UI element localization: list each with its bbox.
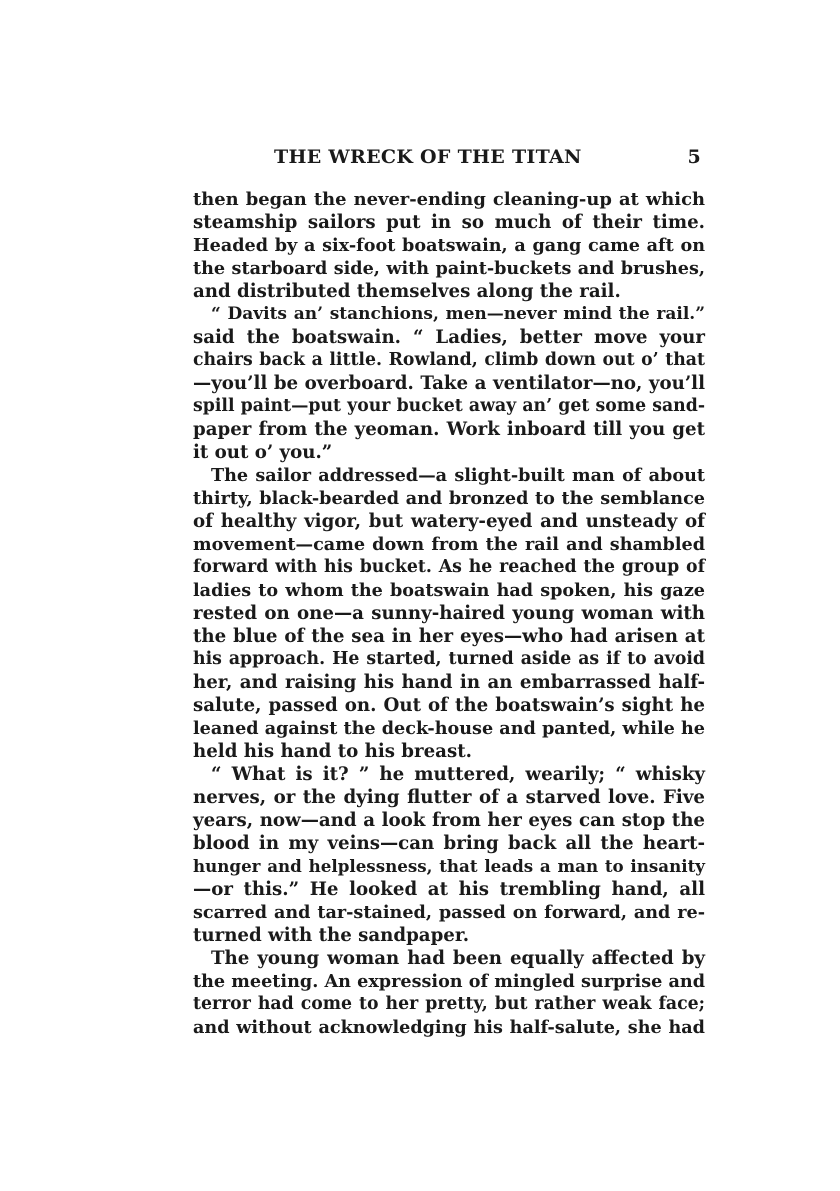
- text-line: —or this.” He looked at his trembling hand, all: [193, 879, 705, 900]
- text-line: terror had come to her pretty, but rather weak face;: [193, 994, 705, 1014]
- body-text: [193, 188, 705, 1039]
- text-line: the meeting. An expression of mingled surprise and: [193, 971, 705, 992]
- text-line: thirty, black-bearded and bronzed to the semblance: [193, 488, 705, 509]
- text-line: said the boatswain. “ Ladies, better move your: [193, 327, 705, 348]
- text-line: turned with the sandpaper.: [193, 925, 470, 946]
- text-line: Headed by a six-foot boatswain, a gang came aft on: [193, 235, 705, 256]
- text-line: “ Davits an’ stanchions, men—never mind the rail.”: [211, 304, 705, 324]
- running-title: THE WRECK OF THE TITAN: [274, 146, 582, 168]
- text-line: ladies to whom the boatswain had spoken, his gaze: [193, 580, 705, 601]
- text-line: rested on one—a sunny-haired young woman with: [193, 603, 705, 624]
- text-line: —you’ll be overboard. Take a ventilator—no, you’ll: [193, 373, 705, 394]
- text-line: The sailor addressed—a slight-built man of about: [211, 465, 705, 486]
- text-line: nerves, or the dying flutter of a starved love. Five: [193, 787, 705, 808]
- text-line: the starboard side, with paint-buckets and brushes,: [193, 258, 705, 279]
- text-line: it out o’ you.”: [193, 442, 333, 463]
- book-page: [193, 146, 705, 1039]
- text-line: “ What is it? ” he muttered, wearily; “ whisky: [211, 764, 705, 785]
- page-header: [193, 146, 705, 172]
- text-line: years, now—and a look from her eyes can stop the: [193, 810, 705, 831]
- text-line: paper from the yeoman. Work inboard till you get: [193, 419, 705, 440]
- text-line: The young woman had been equally affected by: [211, 948, 705, 969]
- text-line: leaned against the deck-house and panted, while he: [193, 718, 705, 739]
- text-line: then began the never-ending cleaning-up at which: [193, 189, 705, 210]
- text-line: steamship sailors put in so much of their time.: [193, 212, 705, 233]
- text-line: hunger and helplessness, that leads a man to insanity: [193, 856, 705, 876]
- text-line: chairs back a little. Rowland, climb down out o’ that: [193, 350, 705, 370]
- text-line: spill paint—put your bucket away an’ get some sand-: [193, 396, 705, 416]
- text-line: her, and raising his hand in an embarrassed half-: [193, 672, 705, 693]
- text-line: movement—came down from the rail and shambled: [193, 534, 705, 555]
- text-line: and without acknowledging his half-salute, she had: [193, 1017, 705, 1038]
- text-line: scarred and tar-stained, passed on forward, and re-: [193, 902, 705, 923]
- text-line: his approach. He started, turned aside as if to avoid: [193, 649, 705, 669]
- text-line: salute, passed on. Out of the boatswain’s sight he: [193, 695, 705, 716]
- text-line: held his hand to his breast.: [193, 741, 472, 762]
- text-line: of healthy vigor, but watery-eyed and unsteady of: [193, 511, 705, 532]
- text-line: forward with his bucket. As he reached the group of: [193, 557, 705, 577]
- text-line: blood in my veins—can bring back all the heart-: [193, 833, 705, 854]
- text-line: the blue of the sea in her eyes—who had arisen at: [193, 626, 705, 647]
- page-number: 5: [687, 146, 701, 168]
- text-line: and distributed themselves along the rail.: [193, 281, 621, 302]
